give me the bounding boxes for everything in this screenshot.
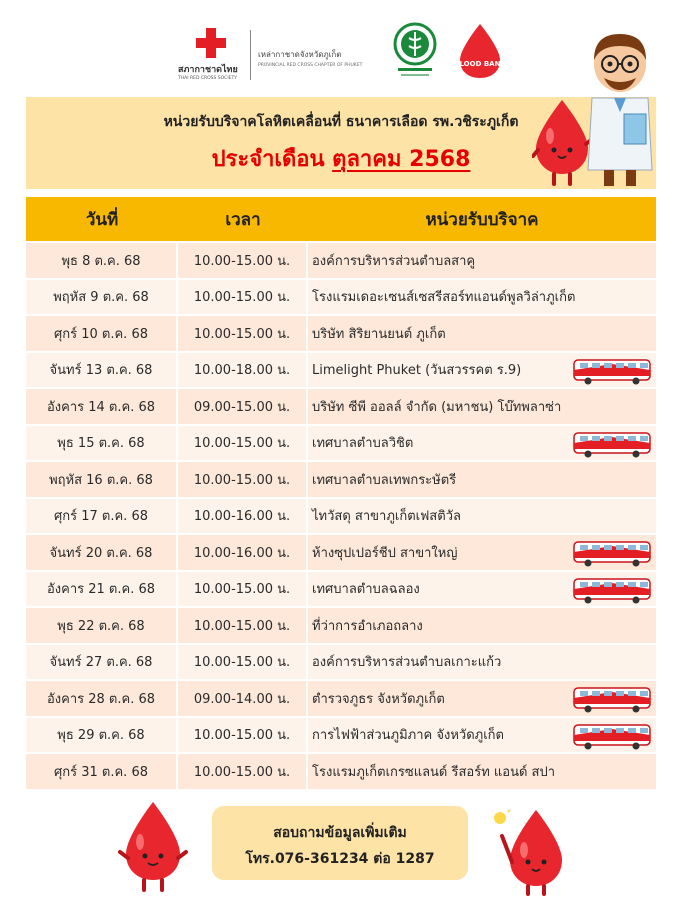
table-header: [26, 197, 656, 241]
header-unit: หน่วยรับบริจาค: [425, 209, 539, 230]
cell-time: 10.00-15.00 น.: [178, 572, 306, 607]
doctor-cartoon-icon: [580, 30, 660, 190]
cell-unit: [308, 572, 656, 607]
cell-time: 10.00-16.00 น.: [178, 535, 306, 570]
cell-unit: [308, 645, 656, 680]
cell-unit: [308, 426, 656, 461]
table-row: [26, 389, 656, 424]
table-body: [26, 243, 656, 789]
cell-unit-text: บริษัท สิริยานยนต์ ภูเก็ต: [312, 326, 446, 342]
cell-date: จันทร์ 27 ต.ค. 68: [26, 645, 176, 680]
red-cross-name: สภากาชาดไทย: [178, 65, 238, 75]
cell-time: 10.00-15.00 น.: [178, 718, 306, 753]
header-date: วันที่: [85, 209, 119, 230]
mobile-blood-bus-icon: [572, 575, 652, 605]
cell-date: จันทร์ 20 ต.ค. 68: [26, 535, 176, 570]
cell-date: อังคาร 14 ต.ค. 68: [26, 389, 176, 424]
cell-unit: [308, 389, 656, 424]
cell-unit-text: ไทวัสดุ สาขาภูเก็ตเฟสติวัล: [312, 509, 461, 525]
cell-unit-text: ที่ว่าการอำเภอถลาง: [312, 618, 423, 634]
cell-unit-text: ห้างซุปเปอร์ชีป สาขาใหญ่: [312, 545, 458, 561]
table-row: [26, 535, 656, 570]
mobile-blood-bus-icon: [572, 721, 652, 751]
contact-box: [212, 806, 468, 880]
cell-time: 10.00-15.00 น.: [178, 280, 306, 315]
cell-unit: [308, 718, 656, 753]
cell-date: พุธ 22 ต.ค. 68: [26, 608, 176, 643]
mobile-blood-bus-icon: [572, 538, 652, 568]
cell-unit: [308, 535, 656, 570]
blood-drop-mascot-right-icon: [492, 806, 572, 896]
cell-date: ศุกร์ 31 ต.ค. 68: [26, 754, 176, 789]
cell-unit-text: โรงแรมภูเก็ตเกรซแลนด์ รีสอร์ท แอนด์ สปา: [312, 764, 556, 780]
cell-time: 09.00-15.00 น.: [178, 389, 306, 424]
header-time: เวลา: [225, 209, 261, 230]
cell-unit-text: เทศบาลตำบลวิชิต: [312, 436, 414, 452]
mobile-blood-bus-icon: [572, 429, 652, 459]
mobile-blood-bus-icon: [572, 684, 652, 714]
cell-unit-text: ตำรวจภูธร จังหวัดภูเก็ต: [312, 691, 445, 707]
contact-title: สอบถามข้อมูลเพิ่มเติม: [273, 825, 407, 841]
cell-date: ศุกร์ 10 ต.ค. 68: [26, 316, 176, 351]
contact-phone: โทร.076-361234 ต่อ 1287: [245, 851, 435, 867]
schedule-table: [26, 197, 656, 791]
thai-red-cross-logo: [178, 26, 238, 88]
ministry-of-health-logo-icon: [392, 22, 438, 82]
cell-unit-text: เทศบาลตำบลฉลอง: [312, 582, 420, 598]
cell-unit: [308, 243, 656, 278]
provincial-chapter-logo: [258, 48, 362, 68]
cell-date: จันทร์ 13 ต.ค. 68: [26, 353, 176, 388]
cell-time: 10.00-15.00 น.: [178, 426, 306, 461]
cell-unit-text: บริษัท ซีพี ออลล์ จำกัด (มหาชน) โบ๊ทพลาซ่า: [312, 399, 562, 415]
cell-date: อังคาร 28 ต.ค. 68: [26, 681, 176, 716]
table-row: [26, 754, 656, 789]
cell-date: อังคาร 21 ต.ค. 68: [26, 572, 176, 607]
provincial-en: PROVINCIAL RED CROSS CHAPTER OF PHUKET: [258, 63, 363, 68]
cell-unit-text: องค์การบริหารส่วนตำบลเกาะแก้ว: [312, 655, 502, 671]
cell-unit: [308, 754, 656, 789]
cell-unit: [308, 681, 656, 716]
cell-unit: [308, 499, 656, 534]
title-prefix: ประจำเดือน: [211, 147, 333, 172]
table-row: [26, 718, 656, 753]
cell-date: ศุกร์ 17 ต.ค. 68: [26, 499, 176, 534]
cell-unit-text: การไฟฟ้าส่วนภูมิภาค จังหวัดภูเก็ต: [312, 728, 504, 744]
cell-time: 10.00-15.00 น.: [178, 243, 306, 278]
table-row: [26, 572, 656, 607]
table-row: [26, 316, 656, 351]
cell-time: 09.00-14.00 น.: [178, 681, 306, 716]
red-cross-icon: [196, 28, 226, 58]
cell-date: พฤหัส 9 ต.ค. 68: [26, 280, 176, 315]
table-row: [26, 353, 656, 388]
logo-divider: [250, 30, 251, 80]
mobile-blood-bus-icon: [572, 356, 652, 386]
table-row: [26, 608, 656, 643]
table-row: [26, 280, 656, 315]
title-line-1: หน่วยรับบริจาคโลหิตเคลื่อนที่ ธนาคารเลือด รพ.วชิระภูเก็ต: [163, 114, 519, 130]
table-row: [26, 499, 656, 534]
cell-unit-text: องค์การบริหารส่วนตำบลสาคู: [312, 253, 476, 269]
table-row: [26, 243, 656, 278]
cell-unit: [308, 353, 656, 388]
table-row: [26, 645, 656, 680]
blood-bank-label: BLOOD BANK: [454, 60, 506, 68]
cell-unit: [308, 608, 656, 643]
cell-time: 10.00-15.00 น.: [178, 316, 306, 351]
cell-unit-text: เทศบาลตำบลเทพกระษัตรี: [312, 472, 457, 488]
cell-unit: [308, 462, 656, 497]
cell-unit-text: โรงแรมเดอะเซนส์เซสรีสอร์ทแอนด์พูลวิล่าภูเก็ต: [312, 290, 576, 306]
table-row: [26, 462, 656, 497]
cell-time: 10.00-15.00 น.: [178, 754, 306, 789]
cell-time: 10.00-15.00 น.: [178, 608, 306, 643]
table-row: [26, 681, 656, 716]
cell-unit-text: Limelight Phuket (วันสวรรคต ร.9): [312, 363, 522, 379]
cell-time: 10.00-18.00 น.: [178, 353, 306, 388]
cell-date: พุธ 29 ต.ค. 68: [26, 718, 176, 753]
cell-date: พุธ 15 ต.ค. 68: [26, 426, 176, 461]
logo-bar: [0, 18, 680, 88]
cell-time: 10.00-16.00 น.: [178, 499, 306, 534]
table-row: [26, 426, 656, 461]
blood-drop-mascot-left-icon: [118, 800, 188, 892]
blood-bank-logo-icon: [454, 22, 506, 86]
cell-date: พฤหัส 16 ต.ค. 68: [26, 462, 176, 497]
cell-time: 10.00-15.00 น.: [178, 645, 306, 680]
title-month: ตุลาคม 2568: [332, 147, 471, 172]
cell-date: พุธ 8 ต.ค. 68: [26, 243, 176, 278]
cell-unit: [308, 316, 656, 351]
cell-unit: [308, 280, 656, 315]
red-cross-en: THAI RED CROSS SOCIETY: [178, 76, 237, 81]
provincial-name: เหล่ากาชาดจังหวัดภูเก็ต: [258, 50, 342, 59]
cell-time: 10.00-15.00 น.: [178, 462, 306, 497]
